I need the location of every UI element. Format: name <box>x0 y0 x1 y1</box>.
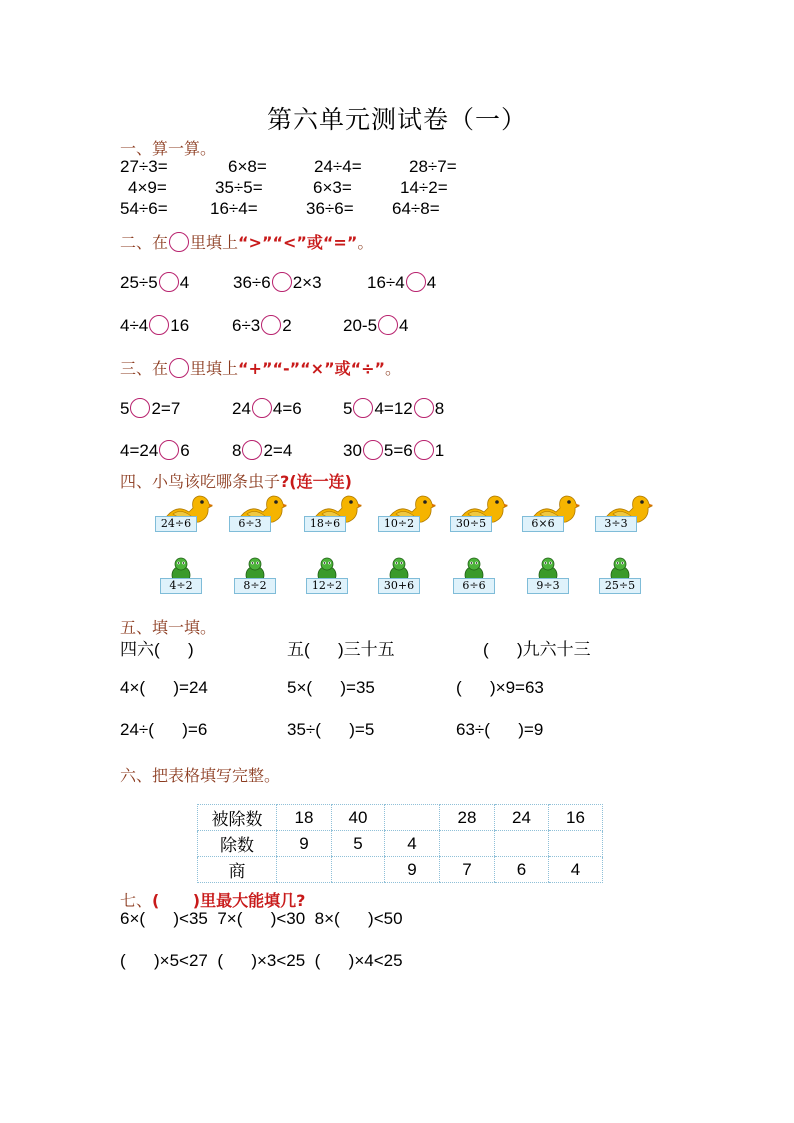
left-expr: 36÷6 <box>233 273 271 292</box>
fill-item[interactable]: 五( )三十五 <box>287 640 395 659</box>
table-cell[interactable] <box>440 831 495 857</box>
bird-label[interactable]: 30÷5 <box>450 516 492 532</box>
expr-part: 8 <box>434 399 445 418</box>
eq: 36÷6= <box>306 199 354 218</box>
table-cell[interactable]: 7 <box>440 857 495 883</box>
operator-item <box>120 398 180 419</box>
eq: 28÷7= <box>409 157 457 176</box>
operator-item <box>232 440 292 461</box>
answer-circle[interactable] <box>406 272 426 292</box>
section-3-heading <box>120 356 401 379</box>
compare-item <box>120 272 189 293</box>
bird-label[interactable]: 3÷3 <box>595 516 637 532</box>
eq: 14÷2= <box>400 178 448 197</box>
heading-part: 四、小鸟该吃哪条虫子 <box>120 472 281 491</box>
section-6-heading: 六、把表格填写完整。 <box>120 766 281 785</box>
answer-circle[interactable] <box>242 440 262 460</box>
heading-part: ?(连一连) <box>280 472 352 491</box>
bug-label[interactable]: 6÷6 <box>453 578 495 594</box>
heading-part: 里填上 <box>190 233 239 252</box>
operator-item <box>120 440 190 461</box>
bug-label[interactable]: 12÷2 <box>306 578 348 594</box>
bird-label[interactable]: 6÷3 <box>229 516 271 532</box>
answer-circle[interactable] <box>252 398 272 418</box>
heading-symbols: “+”“-”“×”或“÷” <box>238 359 386 378</box>
eq: 6×3= <box>313 178 352 197</box>
answer-circle[interactable] <box>414 440 434 460</box>
compare-item <box>233 272 322 293</box>
heading-part: 里填上 <box>190 359 239 378</box>
bird-label[interactable]: 18÷6 <box>304 516 346 532</box>
table-cell[interactable] <box>277 857 332 883</box>
bug-label[interactable]: 25÷5 <box>599 578 641 594</box>
compare-item <box>343 315 409 336</box>
section-7-heading <box>120 888 305 911</box>
table-cell[interactable] <box>495 831 549 857</box>
heading-part: 里最大能填几? <box>200 891 306 910</box>
eq: 4×9= <box>128 178 167 197</box>
heading-part: 。 <box>357 233 374 252</box>
right-expr: 2×3 <box>292 273 322 292</box>
answer-circle[interactable] <box>159 272 179 292</box>
table-row <box>198 805 603 831</box>
answer-circle[interactable] <box>130 398 150 418</box>
expr-part: 6 <box>180 441 190 460</box>
expr-part: 2=7 <box>151 399 181 418</box>
right-expr: 4 <box>399 316 409 335</box>
inequality-row[interactable]: ( )×5<27 ( )×3<25 ( )×4<25 <box>120 951 403 970</box>
table-cell[interactable]: 40 <box>332 805 385 831</box>
table-cell[interactable]: 9 <box>385 857 440 883</box>
expr-part: 2=4 <box>263 441 293 460</box>
left-expr: 16÷4 <box>367 273 405 292</box>
expr-part: 30 <box>343 441 362 460</box>
heading-part: ( ) <box>152 891 201 910</box>
table-cell: 商 <box>198 857 277 883</box>
table-cell: 除数 <box>198 831 277 857</box>
fill-item[interactable]: 24÷( )=6 <box>120 720 208 739</box>
section-1-heading: 一、算一算。 <box>120 139 217 158</box>
answer-circle[interactable] <box>363 440 383 460</box>
table-cell[interactable]: 6 <box>495 857 549 883</box>
eq: 54÷6= <box>120 199 168 218</box>
bug-label[interactable]: 9÷3 <box>527 578 569 594</box>
bug-label[interactable]: 30+6 <box>378 578 420 594</box>
table-row <box>198 831 603 857</box>
fill-item[interactable]: 4×( )=24 <box>120 678 208 697</box>
division-table <box>197 804 603 883</box>
answer-circle[interactable] <box>378 315 398 335</box>
section-5-heading: 五、填一填。 <box>120 618 217 637</box>
bug-label[interactable]: 8÷2 <box>234 578 276 594</box>
table-cell[interactable] <box>385 805 440 831</box>
compare-item <box>367 272 436 293</box>
answer-circle[interactable] <box>414 398 434 418</box>
answer-circle[interactable] <box>261 315 281 335</box>
eq: 24÷4= <box>314 157 362 176</box>
expr-part: 4=6 <box>272 399 302 418</box>
answer-circle[interactable] <box>149 315 169 335</box>
eq: 64÷8= <box>392 199 440 218</box>
table-cell: 被除数 <box>198 805 277 831</box>
expr-part: 5 <box>120 399 130 418</box>
table-cell[interactable]: 5 <box>332 831 385 857</box>
compare-item <box>232 315 292 336</box>
fill-item[interactable]: 四六( ) <box>120 640 194 659</box>
operator-item <box>343 440 444 461</box>
expr-part: 4=12 <box>374 399 413 418</box>
heading-part: 。 <box>385 359 402 378</box>
heading-part: 二、在 <box>120 233 169 252</box>
compare-item <box>120 315 189 336</box>
expr-part: 1 <box>434 441 445 460</box>
expr-part: 8 <box>232 441 242 460</box>
right-expr: 2 <box>282 316 292 335</box>
answer-circle[interactable] <box>353 398 373 418</box>
fill-item[interactable]: 35÷( )=5 <box>287 720 375 739</box>
expr-part: 24 <box>232 399 251 418</box>
heading-symbols: “>”“<”或“=” <box>238 233 358 252</box>
fill-item[interactable]: ( )×9=63 <box>456 678 544 697</box>
bug-label[interactable]: 4÷2 <box>160 578 202 594</box>
left-expr: 25÷5 <box>120 273 158 292</box>
eq: 6×8= <box>228 157 267 176</box>
heading-part: 七、 <box>120 891 153 910</box>
table-cell[interactable]: 16 <box>549 805 603 831</box>
expr-part: 5=6 <box>383 441 413 460</box>
expr-part: 4=24 <box>120 441 159 460</box>
right-expr: 4 <box>426 273 437 292</box>
section-2-heading <box>120 230 373 253</box>
left-expr: 4÷4 <box>120 316 149 335</box>
blank-circle-icon <box>169 358 189 378</box>
heading-part: 三、在 <box>120 359 169 378</box>
bird-label[interactable]: 24÷6 <box>155 516 197 532</box>
eq: 16÷4= <box>210 199 258 218</box>
table-row <box>198 857 603 883</box>
eq: 35÷5= <box>215 178 263 197</box>
table-cell[interactable]: 24 <box>495 805 549 831</box>
answer-circle[interactable] <box>159 440 179 460</box>
bird-label[interactable]: 6×6 <box>522 516 564 532</box>
eq: 27÷3= <box>120 157 168 176</box>
right-expr: 4 <box>179 273 190 292</box>
inequality-row[interactable]: 6×( )<35 7×( )<30 8×( )<50 <box>120 909 403 928</box>
fill-item[interactable]: 5×( )=35 <box>287 678 375 697</box>
operator-item <box>343 398 444 419</box>
fill-item[interactable]: 63÷( )=9 <box>456 720 544 739</box>
blank-circle-icon <box>169 232 189 252</box>
right-expr: 16 <box>170 316 190 335</box>
answer-circle[interactable] <box>272 272 292 292</box>
page-title: 第六单元测试卷（一） <box>266 105 527 134</box>
left-expr: 20-5 <box>343 316 378 335</box>
table-cell[interactable]: 28 <box>440 805 495 831</box>
table-cell[interactable] <box>332 857 385 883</box>
left-expr: 6÷3 <box>232 316 261 335</box>
fill-item[interactable]: ( )九六十三 <box>483 640 591 659</box>
expr-part: 5 <box>343 399 353 418</box>
table-cell[interactable]: 4 <box>385 831 440 857</box>
table-cell[interactable] <box>549 831 603 857</box>
table-cell[interactable]: 18 <box>277 805 332 831</box>
section-4-heading <box>120 469 352 492</box>
bird-label[interactable]: 10÷2 <box>378 516 420 532</box>
table-cell[interactable]: 9 <box>277 831 332 857</box>
table-cell[interactable]: 4 <box>549 857 603 883</box>
operator-item <box>232 398 302 419</box>
